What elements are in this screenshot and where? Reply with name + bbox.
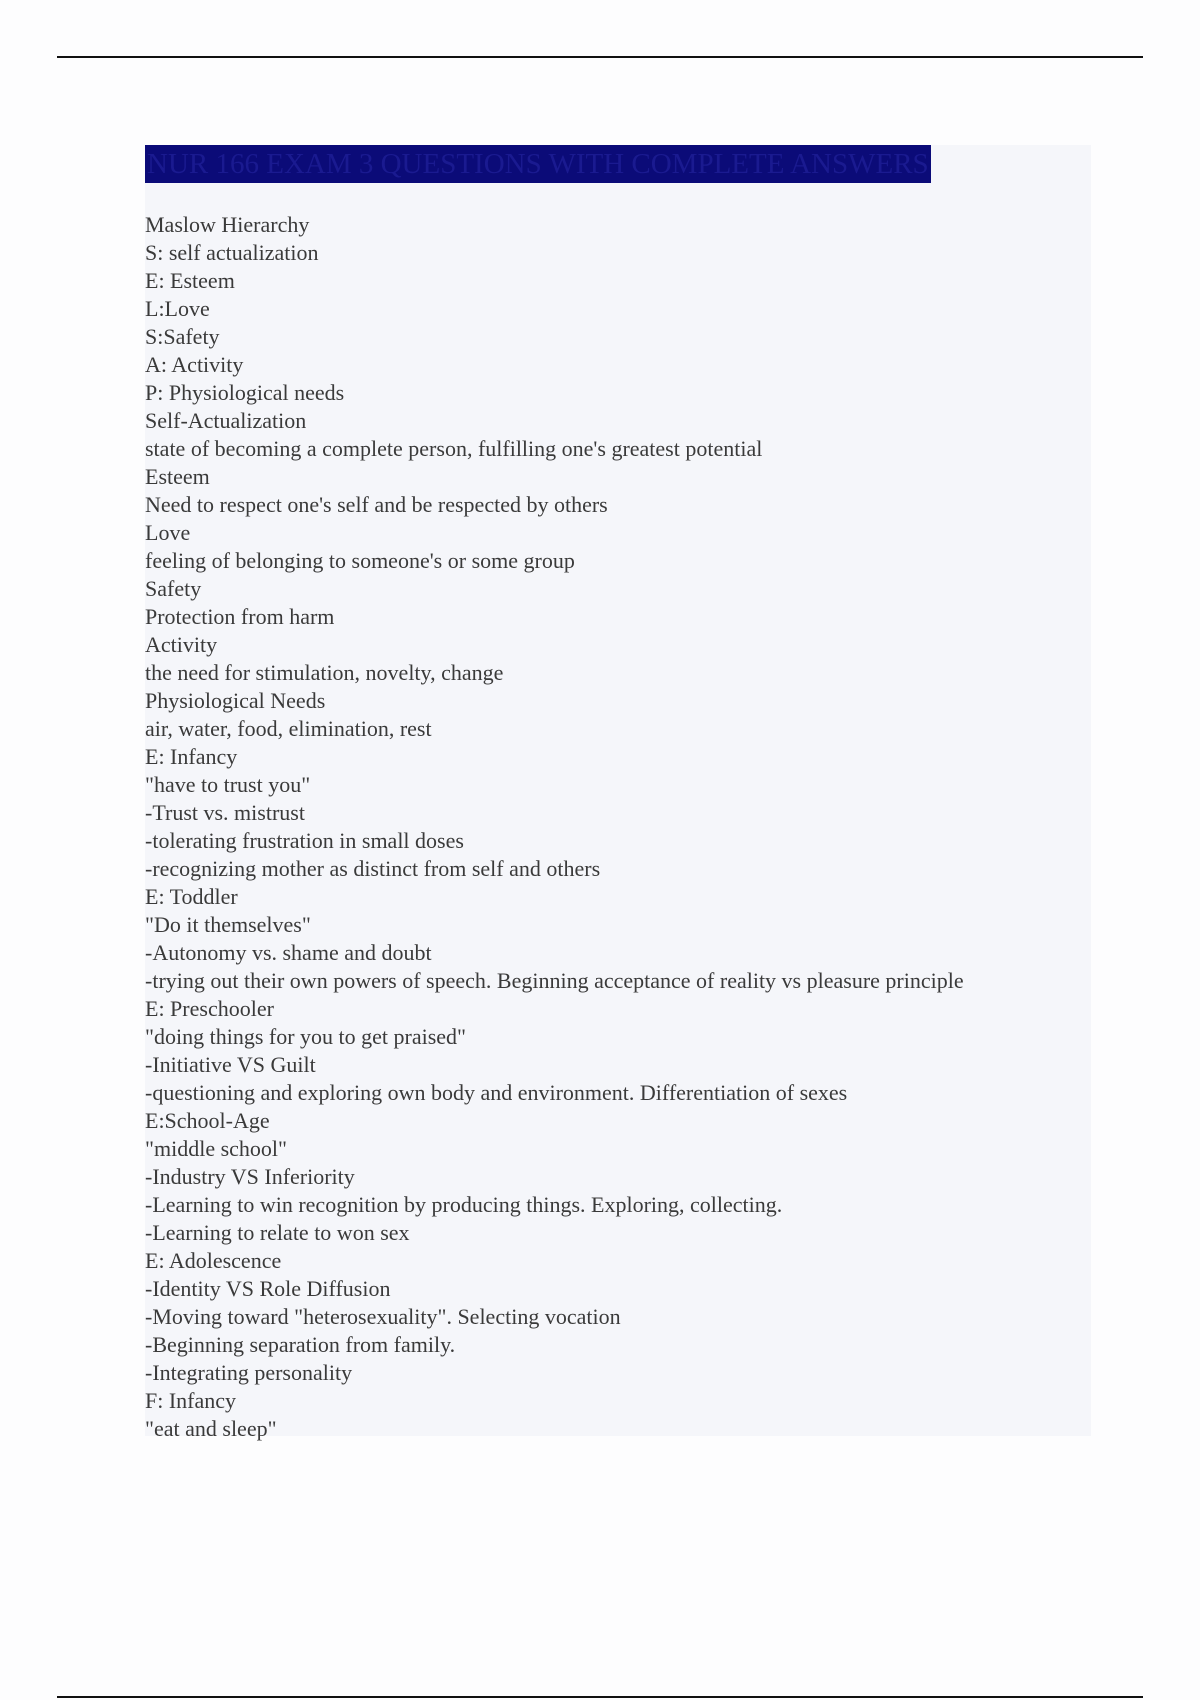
text-line: -Initiative VS Guilt <box>145 1052 316 1077</box>
text-line: "middle school" <box>145 1136 288 1161</box>
text-line: the need for stimulation, novelty, change <box>145 660 504 685</box>
text-line: feeling of belonging to someone's or some group <box>145 548 575 573</box>
footer-rule <box>57 1696 1143 1698</box>
text-line: Maslow Hierarchy <box>145 212 310 237</box>
text-line: -Moving toward "heterosexuality". Selecting vocation <box>145 1304 621 1329</box>
text-line: air, water, food, elimination, rest <box>145 716 432 741</box>
text-line: -recognizing mother as distinct from self and others <box>145 856 601 881</box>
text-line: -questioning and exploring own body and environment. Differentiation of sexes <box>145 1080 848 1105</box>
text-line: E: Toddler <box>145 884 238 909</box>
text-line: E: Preschooler <box>145 996 274 1021</box>
text-line: -Autonomy vs. shame and doubt <box>145 940 432 965</box>
text-line: Esteem <box>145 464 210 489</box>
text-line: Protection from harm <box>145 604 335 629</box>
text-line: "doing things for you to get praised" <box>145 1024 467 1049</box>
text-line: Self-Actualization <box>145 408 307 433</box>
text-line: Love <box>145 520 191 545</box>
text-line: S: self actualization <box>145 240 319 265</box>
text-line: -Trust vs. mistrust <box>145 800 305 825</box>
text-line: -Learning to win recognition by producing things. Exploring, collecting. <box>145 1192 783 1217</box>
text-line: F: Infancy <box>145 1388 237 1413</box>
text-line: -tolerating frustration in small doses <box>145 828 464 853</box>
text-line: Need to respect one's self and be respected by others <box>145 492 608 517</box>
text-line: -trying out their own powers of speech. Beginning acceptance of reality vs pleasure principle <box>145 968 964 993</box>
text-line: E: Esteem <box>145 268 235 293</box>
text-line: -Identity VS Role Diffusion <box>145 1276 391 1301</box>
document-body <box>145 211 964 1443</box>
text-line: P: Physiological needs <box>145 380 345 405</box>
text-line: A: Activity <box>145 352 244 377</box>
text-line: state of becoming a complete person, fulfilling one's greatest potential <box>145 436 763 461</box>
text-line: "have to trust you" <box>145 772 311 797</box>
text-line: Activity <box>145 632 218 657</box>
text-line: E:School-Age <box>145 1108 270 1133</box>
text-line: L:Love <box>145 296 210 321</box>
text-line: Safety <box>145 576 202 601</box>
text-line: -Beginning separation from family. <box>145 1332 456 1357</box>
text-line: "eat and sleep" <box>145 1416 277 1441</box>
text-line: Physiological Needs <box>145 688 326 713</box>
text-line: S:Safety <box>145 324 220 349</box>
text-line: "Do it themselves" <box>145 912 311 937</box>
text-line: -Industry VS Inferiority <box>145 1164 355 1189</box>
text-line: E: Infancy <box>145 744 238 769</box>
text-line: E: Adolescence <box>145 1248 282 1273</box>
text-line: -Integrating personality <box>145 1360 353 1385</box>
header-rule <box>57 56 1143 58</box>
document-title: NUR 166 EXAM 3 QUESTIONS WITH COMPLETE ANSWERS <box>145 145 931 183</box>
text-line: -Learning to relate to won sex <box>145 1220 410 1245</box>
